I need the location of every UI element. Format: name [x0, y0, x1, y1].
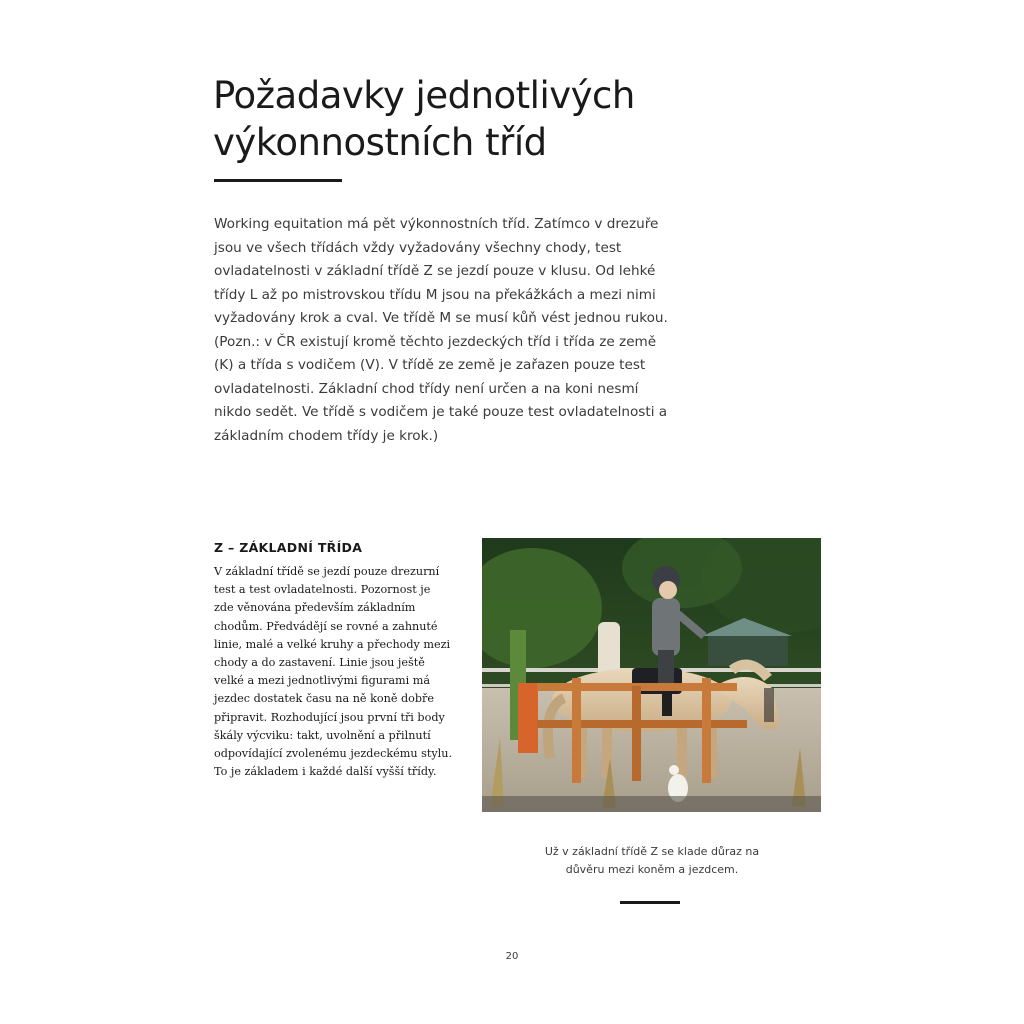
intro-paragraph: Working equitation má pět výkonnostních tříd. Zatímco v drezuře jsou ve všech třídách vždy vyžadovány všechny chody, test ovladatelnosti v základní třídě Z se jezdí pouze v klusu. Od lehké třídy L až po mistrovskou třídu M jsou na překážkách a mezi nimi vyžadovány krok a cval. Ve třídě M se musí kůň vést jednou rukou. (Pozn.: v ČR existují kromě těchto jezdeckých tříd i třída ze země (K) a třída s vodičem (V). V třídě ze země je zařazen pouze test ovladatelnosti. Základní chod třídy není určen a na koni nesmí nikdo sedět. Ve třídě s vodičem je také pouze test ovladatelnosti a základním chodem třídy je krok.) — [214, 216, 668, 444]
horse-rider-photo — [482, 538, 821, 812]
section-body-text: V základní třídě se jezdí pouze drezurní test a test ovladatelnosti. Pozornost je zde věnována především základním chodům. Předvádějí se rovné a zahnuté linie, malé a velké kruhy a přechody mezi chody a do zastavení. Linie jsou ještě velké a mezi jednotlivými figurami má jezdec dostatek času na ně koně dobře připravit. Rozhodující jsou první tři body škály výcviku: takt, uvolnění a přilnutí odpovídající zvolenému jezdeckému stylu. To je základem i každé další vyšší třídy. — [214, 565, 453, 779]
page-title: Požadavky jednotlivých výkonnostních tříd — [213, 74, 635, 164]
page-number: 20 — [505, 951, 519, 962]
caption-underline — [620, 901, 680, 904]
section-heading: Z – ZÁKLADNÍ TŘÍDA — [214, 540, 363, 555]
title-underline — [214, 179, 342, 182]
rider-body — [652, 598, 680, 656]
photo-caption: Už v základní třídě Z se klade důraz na důvěru mezi koněm a jezdcem. — [544, 845, 760, 876]
